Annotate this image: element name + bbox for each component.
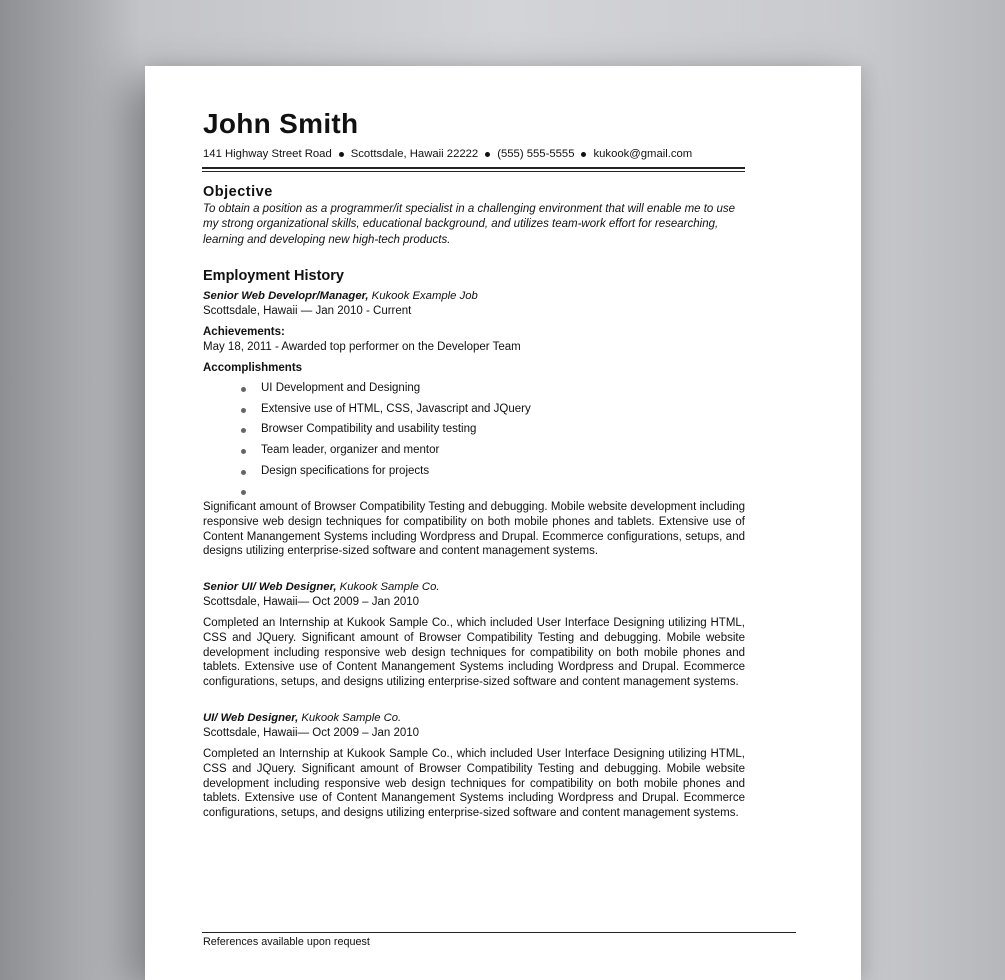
job-company: Kukook Example Job (371, 290, 478, 302)
list-item-text: Design specifications for projects (261, 464, 430, 477)
list-item-text: Browser Compatibility and usability testing (261, 423, 477, 436)
bullet-dot-icon (241, 470, 246, 475)
contact-city: Scottsdale, Hawaii 22222 (350, 148, 479, 160)
job-title: UI/ Web Designer, (203, 712, 299, 724)
footer-references: References available upon request (203, 936, 370, 948)
bullet-dot-icon (339, 152, 344, 157)
contact-address: 141 Highway Street Road (203, 148, 332, 160)
employment-heading: Employment History (203, 268, 344, 284)
objective-text: To obtain a position as a programmer/it specialist in a challenging environment that will enable me to use my strong organizational skills, educational background, and utilizes team-work effort for researching, learning and developing new high-tech products. (203, 203, 736, 246)
list-item-text: Extensive use of HTML, CSS, Javascript and JQuery (261, 402, 531, 415)
list-item (241, 444, 531, 465)
contact-line (203, 148, 692, 160)
job-description: Completed an Internship at Kukook Sample Co., which included User Interface Designing utilizing HTML, CSS and JQuery. Significant amount of Browser Compatibility Testing and debugging. Mobile website development including responsive web design techniques for compatibility on both mobile phones and tablets. Extensive use of Content Manangement Systems including Wordpress and Drupal. Ecommerce configurations, setups, and designs utilizing enterprise-sized software and content management systems. (203, 617, 745, 689)
resume-name: John Smith (203, 108, 359, 139)
contact-email: kukook@gmail.com (593, 148, 693, 160)
header-divider (202, 167, 745, 172)
job-location-dates: Scottsdale, Hawaii— Oct 2009 – Jan 2010 (203, 727, 420, 739)
list-item (241, 382, 531, 403)
bullet-dot-icon (241, 387, 246, 392)
accomplishments-label: Accomplishments (203, 362, 303, 374)
bullet-dot-icon (241, 408, 246, 413)
job-title: Senior UI/ Web Designer, (203, 581, 337, 593)
job-company: Kukook Sample Co. (301, 712, 402, 724)
list-item (241, 423, 531, 444)
list-item-text: Team leader, organizer and mentor (261, 444, 440, 457)
accomplishments-list (241, 382, 531, 506)
job-title-line (203, 290, 478, 302)
job-description: Completed an Internship at Kukook Sample Co., which included User Interface Designing utilizing HTML, CSS and JQuery. Significant amount of Browser Compatibility Testing and debugging. Mobile website development including responsive web design techniques for compatibility on both mobile phones and tablets. Extensive use of Content Manangement Systems including Wordpress and Drupal. Ecommerce configurations, setups, and designs utilizing enterprise-sized software and content management systems. (203, 748, 745, 820)
job-company: Kukook Sample Co. (339, 581, 440, 593)
job-title-line (203, 712, 401, 724)
bullet-dot-icon (485, 152, 490, 157)
bullet-dot-icon (241, 490, 246, 495)
contact-phone: (555) 555-5555 (497, 148, 575, 160)
resume-page (145, 66, 861, 980)
bullet-dot-icon (241, 428, 246, 433)
job-location-dates: Scottsdale, Hawaii— Oct 2009 – Jan 2010 (203, 596, 420, 608)
list-item (241, 465, 531, 486)
footer-divider (202, 932, 796, 933)
objective-heading: Objective (203, 184, 273, 200)
bullet-dot-icon (241, 449, 246, 454)
job-description: Significant amount of Browser Compatibility Testing and debugging. Mobile website development including responsive web design techniques for compatibility on both mobile phones and tablets. Extensive use of Content Manangement Systems including Wordpress and Drupal. Ecommerce configurations, setups, and designs utilizing enterprise-sized software and content management systems. (203, 501, 745, 558)
achievement-item: May 18, 2011 - Awarded top performer on the Developer Team (203, 341, 521, 353)
bullet-dot-icon (581, 152, 586, 157)
achievements-label: Achievements: (203, 326, 285, 338)
job-title-line (203, 581, 440, 593)
list-item (241, 403, 531, 424)
job-location-dates: Scottsdale, Hawaii — Jan 2010 - Current (203, 305, 412, 317)
job-title: Senior Web Developr/Manager, (203, 290, 369, 302)
list-item-text: UI Development and Designing (261, 382, 421, 394)
